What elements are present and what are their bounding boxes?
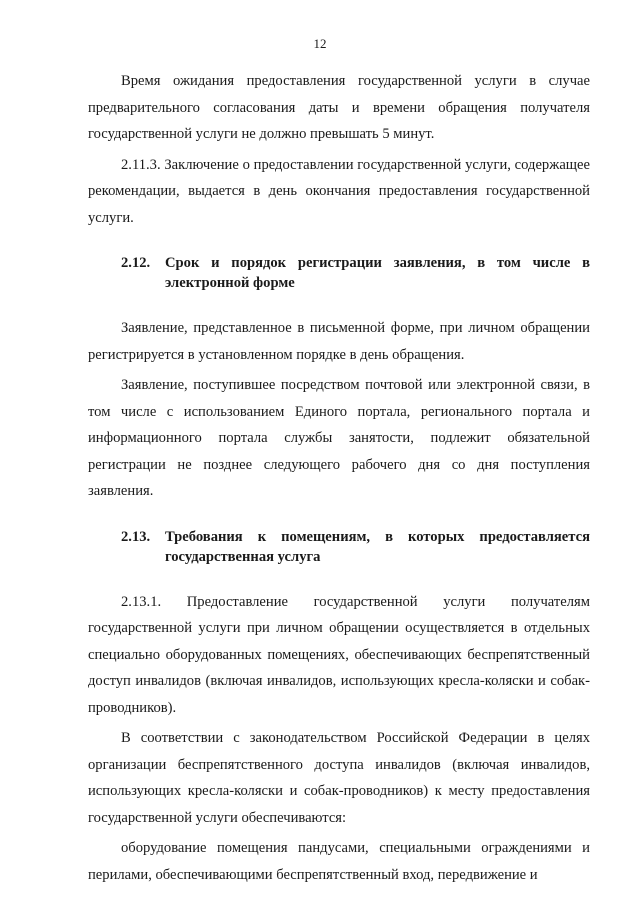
paragraph-waiting-time: Время ожидания предоставления государственной услуги в случае предварительного согласования даты и времени обращения получателя государственной услуги не должно превышать 5 минут. <box>88 73 590 142</box>
paragraph-ramps: оборудование помещения пандусами, специальными ограждениями и перилами, обеспечивающими беспрепятственный вход, передвижение и <box>88 840 590 883</box>
document-body <box>88 68 590 888</box>
page-number: 12 <box>313 36 327 51</box>
section-heading-2-12 <box>88 253 590 293</box>
section-title: Срок и порядок регистрации заявления, в том числе в электронной форме <box>165 255 590 291</box>
paragraph-2-11-3: 2.11.3. Заключение о предоставлении государственной услуги, содержащее рекомендации, выдается в день окончания предоставления государственной услуги. <box>88 156 590 226</box>
paragraph-accessibility-law: В соответствии с законодательством Российской Федерации в целях организации беспрепятственного доступа инвалидов (включая инвалидов, использующих кресла-коляски и собак-проводников) к месту предоставления государственной услуги обеспечиваются: <box>88 730 590 826</box>
section-heading-2-13 <box>88 527 590 567</box>
section-number: 2.12. <box>121 255 151 271</box>
paragraph-written-application: Заявление, представленное в письменной форме, при личном обращении регистрируется в установленном порядке в день обращения. <box>88 320 590 363</box>
paragraph-2-13-1: 2.13.1. Предоставление государственной услуги получателям государственной услуги при личном обращении осуществляется в отдельных специально оборудованных помещениях, обеспечивающих беспрепятственный доступ инвалидов (включая инвалидов, использующих кресла-коляски и собак-проводников). <box>88 593 590 716</box>
paragraph-electronic-application: Заявление, поступившее посредством почтовой или электронной связи, в том числе с использованием Единого портала, регионального портала и информационного портала службы занятости, подлежит обязательной регистрации не позднее следующего рабочего дня со дня поступления заявления. <box>88 377 590 499</box>
section-title: Требования к помещениям, в которых предоставляется государственная услуга <box>165 528 590 565</box>
section-number: 2.13. <box>121 528 151 545</box>
